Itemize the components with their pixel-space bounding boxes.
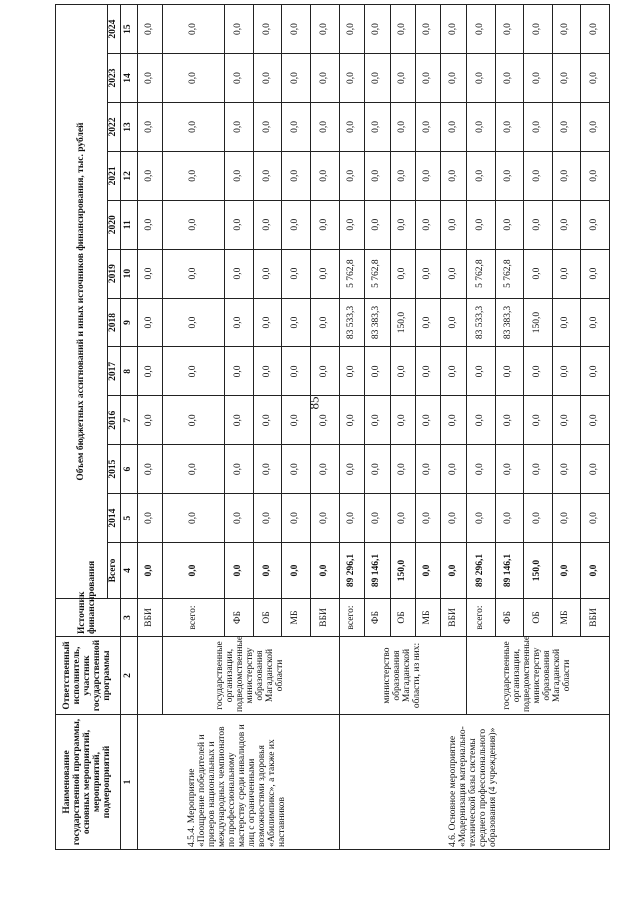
- year-value: 0,0: [495, 445, 524, 494]
- year-value: 0,0: [310, 347, 339, 396]
- year-value: 0,0: [137, 445, 162, 494]
- year-value: 0,0: [137, 54, 162, 103]
- total-value: 89 296,1: [339, 543, 364, 599]
- year-value: 0,0: [339, 102, 364, 151]
- year-value: 0,0: [390, 200, 415, 249]
- year-value: 0,0: [282, 200, 311, 249]
- year-value: 0,0: [441, 298, 466, 347]
- year-value: 0,0: [310, 200, 339, 249]
- year-value: 0,0: [552, 347, 581, 396]
- year-value: 150,0: [390, 298, 415, 347]
- year-value: 0,0: [416, 102, 441, 151]
- year-value: 0,0: [416, 347, 441, 396]
- year-value: 0,0: [581, 347, 610, 396]
- year-value: 0,0: [310, 298, 339, 347]
- year-value: 0,0: [416, 298, 441, 347]
- year-value: 0,0: [441, 445, 466, 494]
- year-value: 0,0: [137, 396, 162, 445]
- source-cell: ВБИ: [310, 599, 339, 637]
- year-value: 0,0: [441, 396, 466, 445]
- year-value: 0,0: [253, 445, 282, 494]
- year-value: 0,0: [552, 249, 581, 298]
- year-value: 0,0: [225, 494, 254, 543]
- total-value: 0,0: [253, 543, 282, 599]
- header-year: 2021: [108, 151, 121, 200]
- year-value: 0,0: [581, 5, 610, 54]
- source-cell: ФБ: [365, 599, 390, 637]
- year-value: 0,0: [552, 5, 581, 54]
- year-value: 0,0: [339, 5, 364, 54]
- header-total: Всего: [108, 543, 121, 599]
- header-year: 2022: [108, 102, 121, 151]
- year-value: 0,0: [416, 200, 441, 249]
- year-value: 0,0: [310, 445, 339, 494]
- rotated-page: [55, 5, 610, 850]
- year-value: 0,0: [137, 102, 162, 151]
- year-value: 0,0: [163, 151, 225, 200]
- table-row: [137, 5, 162, 850]
- year-value: 0,0: [466, 494, 495, 543]
- year-value: 0,0: [225, 151, 254, 200]
- year-value: 0,0: [339, 445, 364, 494]
- year-value: 0,0: [163, 102, 225, 151]
- total-value: 0,0: [581, 543, 610, 599]
- year-value: 0,0: [552, 298, 581, 347]
- year-value: 0,0: [581, 494, 610, 543]
- year-value: 0,0: [495, 396, 524, 445]
- year-value: 0,0: [524, 396, 553, 445]
- activity-name: 4.5.4. Мероприятие «Поощрение победителей и призеров национальных и международных чемпионатов по профессиональному мастерству среди инвалидов и лиц с ограниченными возможностями здоровья «Абилимпикс», а также их наставников: [137, 715, 339, 850]
- year-value: 0,0: [339, 494, 364, 543]
- year-value: 83 383,3: [495, 298, 524, 347]
- year-value: 0,0: [495, 347, 524, 396]
- year-value: 0,0: [552, 200, 581, 249]
- year-value: 0,0: [495, 5, 524, 54]
- year-value: 0,0: [163, 200, 225, 249]
- year-value: 0,0: [253, 200, 282, 249]
- year-value: 0,0: [339, 347, 364, 396]
- year-value: 0,0: [441, 249, 466, 298]
- header-year: 2015: [108, 445, 121, 494]
- year-value: 0,0: [282, 396, 311, 445]
- year-value: 0,0: [310, 5, 339, 54]
- year-value: 0,0: [282, 494, 311, 543]
- total-value: 0,0: [552, 543, 581, 599]
- year-value: 0,0: [282, 102, 311, 151]
- year-value: 0,0: [390, 396, 415, 445]
- year-value: 0,0: [225, 54, 254, 103]
- year-value: 0,0: [581, 102, 610, 151]
- year-value: 150,0: [524, 298, 553, 347]
- year-value: 0,0: [552, 151, 581, 200]
- year-value: 0,0: [416, 494, 441, 543]
- year-value: 0,0: [495, 200, 524, 249]
- year-value: 0,0: [552, 445, 581, 494]
- year-value: 0,0: [137, 200, 162, 249]
- year-value: 0,0: [524, 347, 553, 396]
- year-value: 0,0: [225, 298, 254, 347]
- year-value: 0,0: [339, 54, 364, 103]
- year-value: 0,0: [310, 494, 339, 543]
- source-cell: всего:: [339, 599, 364, 637]
- year-value: 5 762,8: [339, 249, 364, 298]
- year-value: 0,0: [282, 298, 311, 347]
- year-value: 0,0: [390, 445, 415, 494]
- year-value: 0,0: [581, 298, 610, 347]
- year-value: 0,0: [253, 102, 282, 151]
- source-cell: ВБИ: [441, 599, 466, 637]
- responsible-cell: [137, 637, 162, 715]
- year-value: 0,0: [225, 396, 254, 445]
- year-value: 0,0: [163, 347, 225, 396]
- year-value: 0,0: [552, 54, 581, 103]
- year-value: 0,0: [339, 396, 364, 445]
- year-value: 0,0: [495, 151, 524, 200]
- year-value: 0,0: [225, 102, 254, 151]
- year-value: 0,0: [365, 5, 390, 54]
- column-index: 10: [120, 249, 137, 298]
- year-value: 0,0: [137, 5, 162, 54]
- year-value: 0,0: [137, 347, 162, 396]
- year-value: 0,0: [441, 102, 466, 151]
- total-value: 89 296,1: [466, 543, 495, 599]
- activity-name: 4.6. Основное мероприятие «Модернизация материально-технической базы системы среднего профессионального образования (4 учреждения)»: [339, 715, 609, 850]
- column-index: 8: [120, 347, 137, 396]
- year-value: 0,0: [495, 54, 524, 103]
- total-value: 0,0: [282, 543, 311, 599]
- year-value: 0,0: [466, 445, 495, 494]
- column-index: 2: [120, 637, 137, 715]
- total-value: 0,0: [163, 543, 225, 599]
- year-value: 0,0: [495, 102, 524, 151]
- year-value: 0,0: [163, 445, 225, 494]
- year-value: 0,0: [365, 494, 390, 543]
- year-value: 0,0: [466, 5, 495, 54]
- year-value: 0,0: [163, 54, 225, 103]
- year-value: 0,0: [137, 298, 162, 347]
- header-year: 2018: [108, 298, 121, 347]
- year-value: 0,0: [416, 445, 441, 494]
- year-value: 0,0: [339, 200, 364, 249]
- year-value: 0,0: [524, 445, 553, 494]
- year-value: 0,0: [552, 494, 581, 543]
- year-value: 0,0: [390, 54, 415, 103]
- total-value: 0,0: [310, 543, 339, 599]
- year-value: 0,0: [524, 151, 553, 200]
- year-value: 0,0: [581, 200, 610, 249]
- year-value: 0,0: [253, 5, 282, 54]
- year-value: 0,0: [581, 54, 610, 103]
- header-year: 2017: [108, 347, 121, 396]
- year-value: 0,0: [253, 494, 282, 543]
- year-value: 0,0: [310, 54, 339, 103]
- year-value: 0,0: [524, 54, 553, 103]
- year-value: 83 533,3: [466, 298, 495, 347]
- source-cell: ОБ: [253, 599, 282, 637]
- responsible-cell: государственные организации, подведомственные министерству образования Магаданской области: [466, 637, 609, 715]
- year-value: 0,0: [466, 347, 495, 396]
- year-value: 0,0: [524, 494, 553, 543]
- total-value: 0,0: [441, 543, 466, 599]
- total-value: 89 146,1: [365, 543, 390, 599]
- source-cell: всего:: [163, 599, 225, 637]
- header-responsible: Ответственный исполнитель, участник государственной программы: [56, 637, 121, 715]
- year-value: 0,0: [524, 249, 553, 298]
- year-value: 0,0: [390, 249, 415, 298]
- year-value: 0,0: [310, 102, 339, 151]
- year-value: 0,0: [552, 396, 581, 445]
- year-value: 0,0: [390, 5, 415, 54]
- total-value: 0,0: [416, 543, 441, 599]
- total-value: 0,0: [225, 543, 254, 599]
- year-value: 0,0: [441, 347, 466, 396]
- year-value: 0,0: [466, 396, 495, 445]
- column-index: 5: [120, 494, 137, 543]
- column-index: 14: [120, 54, 137, 103]
- header-year: 2014: [108, 494, 121, 543]
- year-value: 0,0: [137, 249, 162, 298]
- source-cell: ОБ: [390, 599, 415, 637]
- column-index: 13: [120, 102, 137, 151]
- year-value: 0,0: [365, 151, 390, 200]
- year-value: 0,0: [390, 102, 415, 151]
- year-value: 0,0: [466, 151, 495, 200]
- year-value: 0,0: [225, 200, 254, 249]
- year-value: 0,0: [365, 445, 390, 494]
- responsible-cell: государственные организации, подведомственные министерству образования Магаданской области: [163, 637, 339, 715]
- year-value: 0,0: [282, 347, 311, 396]
- year-value: 0,0: [365, 347, 390, 396]
- total-value: 150,0: [524, 543, 553, 599]
- header-year: 2023: [108, 54, 121, 103]
- year-value: 0,0: [225, 249, 254, 298]
- year-value: 0,0: [163, 494, 225, 543]
- total-value: 89 146,1: [495, 543, 524, 599]
- year-value: 0,0: [416, 151, 441, 200]
- responsible-cell: министерство образования Магаданской области, из них:: [339, 637, 466, 715]
- year-value: 0,0: [390, 347, 415, 396]
- year-value: 0,0: [225, 347, 254, 396]
- header-year: 2020: [108, 200, 121, 249]
- header-volume: Объем бюджетных ассигнований и иных источников финансирования, тыс. рублей: [56, 5, 108, 599]
- year-value: 0,0: [441, 54, 466, 103]
- year-value: 0,0: [163, 298, 225, 347]
- year-value: 0,0: [253, 54, 282, 103]
- year-value: 0,0: [163, 396, 225, 445]
- year-value: 83 383,3: [365, 298, 390, 347]
- year-value: 0,0: [581, 151, 610, 200]
- year-value: 0,0: [253, 347, 282, 396]
- year-value: 0,0: [524, 5, 553, 54]
- year-value: 0,0: [495, 494, 524, 543]
- year-value: 0,0: [225, 445, 254, 494]
- year-value: 0,0: [441, 494, 466, 543]
- source-cell: МБ: [552, 599, 581, 637]
- year-value: 0,0: [524, 200, 553, 249]
- header-source: Источник финансирования: [56, 599, 121, 637]
- year-value: 0,0: [282, 445, 311, 494]
- column-index: 7: [120, 396, 137, 445]
- year-value: 0,0: [282, 54, 311, 103]
- year-value: 0,0: [524, 102, 553, 151]
- year-value: 0,0: [466, 102, 495, 151]
- year-value: 83 533,3: [339, 298, 364, 347]
- year-value: 0,0: [225, 5, 254, 54]
- total-value: 0,0: [137, 543, 162, 599]
- source-cell: ФБ: [225, 599, 254, 637]
- year-value: 5 762,8: [365, 249, 390, 298]
- column-index: 12: [120, 151, 137, 200]
- year-value: 5 762,8: [495, 249, 524, 298]
- year-value: 0,0: [339, 151, 364, 200]
- year-value: 0,0: [441, 5, 466, 54]
- year-value: 0,0: [581, 396, 610, 445]
- column-index: 4: [120, 543, 137, 599]
- header-name: Наименование государственной программы, основных мероприятий, мероприятий, подмероприятий: [56, 715, 121, 850]
- year-value: 0,0: [310, 396, 339, 445]
- source-cell: ФБ: [495, 599, 524, 637]
- year-value: 0,0: [441, 200, 466, 249]
- year-value: 0,0: [581, 249, 610, 298]
- year-value: 0,0: [365, 396, 390, 445]
- year-value: 0,0: [416, 54, 441, 103]
- year-value: 0,0: [441, 151, 466, 200]
- year-value: 0,0: [365, 54, 390, 103]
- header-year: 2024: [108, 5, 121, 54]
- header-year: 2019: [108, 249, 121, 298]
- year-value: 0,0: [416, 396, 441, 445]
- year-value: 0,0: [552, 102, 581, 151]
- year-value: 0,0: [310, 249, 339, 298]
- total-value: 150,0: [390, 543, 415, 599]
- year-value: 0,0: [310, 151, 339, 200]
- year-value: 0,0: [365, 102, 390, 151]
- year-value: 0,0: [416, 5, 441, 54]
- column-index: 11: [120, 200, 137, 249]
- year-value: 0,0: [253, 298, 282, 347]
- table-row: [339, 5, 364, 850]
- year-value: 0,0: [282, 151, 311, 200]
- funding-table: [55, 4, 610, 850]
- year-value: 0,0: [466, 200, 495, 249]
- source-cell: всего:: [466, 599, 495, 637]
- header-year: 2016: [108, 396, 121, 445]
- year-value: 0,0: [163, 249, 225, 298]
- year-value: 0,0: [365, 200, 390, 249]
- year-value: 0,0: [253, 151, 282, 200]
- year-value: 0,0: [390, 494, 415, 543]
- year-value: 0,0: [137, 494, 162, 543]
- source-cell: ВБИ: [137, 599, 162, 637]
- year-value: 0,0: [416, 249, 441, 298]
- year-value: 0,0: [581, 445, 610, 494]
- source-cell: ОБ: [524, 599, 553, 637]
- source-cell: ВБИ: [581, 599, 610, 637]
- year-value: 0,0: [253, 396, 282, 445]
- year-value: 0,0: [466, 54, 495, 103]
- column-index: 3: [120, 599, 137, 637]
- year-value: 0,0: [137, 151, 162, 200]
- year-value: 0,0: [390, 151, 415, 200]
- page-number: 85: [306, 396, 322, 410]
- column-index: 1: [120, 715, 137, 850]
- year-value: 0,0: [163, 5, 225, 54]
- source-cell: МБ: [282, 599, 311, 637]
- year-value: 5 762,8: [466, 249, 495, 298]
- source-cell: МБ: [416, 599, 441, 637]
- year-value: 0,0: [282, 249, 311, 298]
- column-index: 9: [120, 298, 137, 347]
- column-index: 15: [120, 5, 137, 54]
- year-value: 0,0: [282, 5, 311, 54]
- year-value: 0,0: [253, 249, 282, 298]
- column-index: 6: [120, 445, 137, 494]
